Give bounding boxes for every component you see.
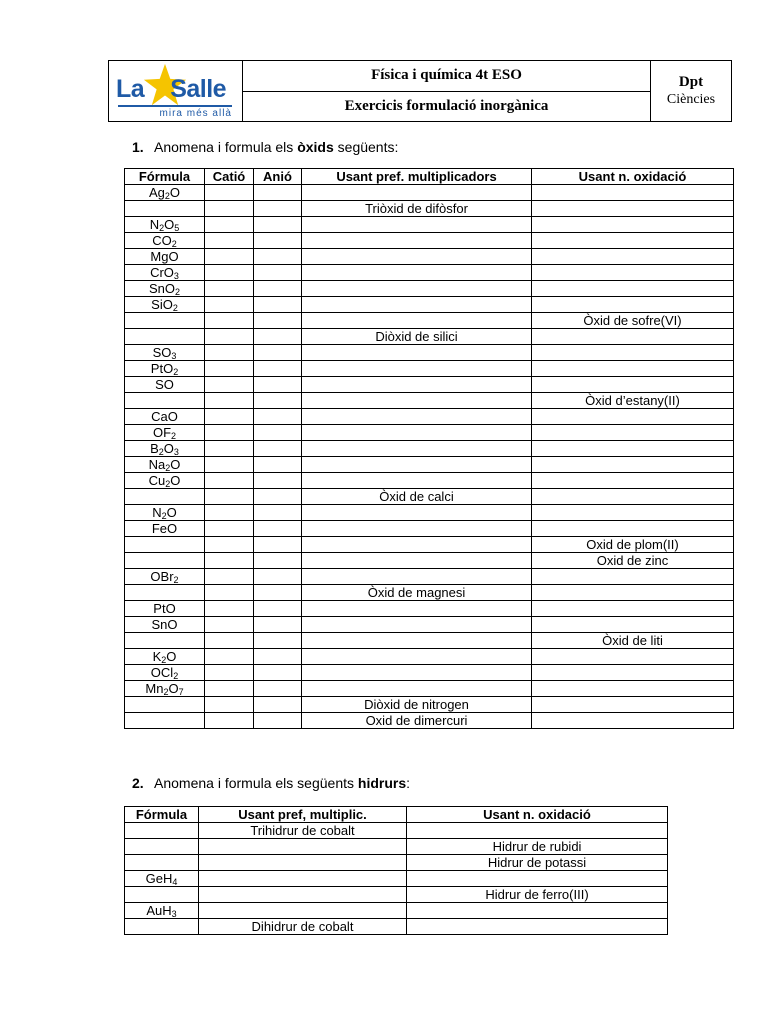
answer-cell[interactable]	[532, 425, 734, 441]
answer-cell[interactable]	[199, 839, 407, 855]
table-row	[125, 281, 734, 297]
answer-cell[interactable]	[532, 249, 734, 265]
table-cell: $K_2O$	[125, 649, 205, 665]
answer-cell[interactable]	[254, 361, 302, 377]
table-row	[125, 425, 734, 441]
table-row	[125, 569, 734, 585]
answer-cell[interactable]	[302, 185, 532, 201]
answer-cell[interactable]	[532, 505, 734, 521]
answer-cell[interactable]	[205, 441, 254, 457]
answer-cell[interactable]	[254, 409, 302, 425]
answer-cell[interactable]	[532, 665, 734, 681]
answer-cell[interactable]	[302, 649, 532, 665]
answer-cell[interactable]	[205, 201, 254, 217]
table-header-row	[125, 169, 734, 185]
table-row	[125, 697, 734, 713]
exercise-number: 1.	[132, 139, 144, 155]
answer-cell[interactable]	[125, 633, 205, 649]
answer-cell[interactable]	[302, 569, 532, 585]
table-cell: GeH$_4$	[125, 871, 199, 887]
table-row	[125, 919, 668, 935]
table-row	[125, 409, 734, 425]
table-row	[125, 713, 734, 729]
answer-cell[interactable]	[532, 585, 734, 601]
answer-cell[interactable]	[254, 601, 302, 617]
answer-cell[interactable]	[254, 521, 302, 537]
answer-cell[interactable]	[532, 649, 734, 665]
table-body	[125, 185, 734, 729]
department-name: Ciències	[666, 92, 716, 107]
la-salle-logo	[109, 61, 243, 121]
table-row	[125, 505, 734, 521]
table-cell: Triòxid de difòsfor	[302, 201, 532, 217]
table-cell: Hidrur de potassi	[407, 855, 668, 871]
answer-cell[interactable]	[254, 569, 302, 585]
answer-cell[interactable]	[205, 601, 254, 617]
answer-cell[interactable]	[205, 377, 254, 393]
table-row	[125, 233, 734, 249]
instruction-text: Anomena i formula els	[154, 139, 298, 155]
answer-cell[interactable]	[125, 329, 205, 345]
answer-cell[interactable]	[125, 553, 205, 569]
document-title: Física i química 4t ESO	[371, 67, 522, 84]
answer-cell[interactable]	[532, 601, 734, 617]
table-row	[125, 297, 734, 313]
answer-cell[interactable]	[302, 361, 532, 377]
answer-cell[interactable]	[302, 217, 532, 233]
table-row	[125, 601, 734, 617]
answer-cell[interactable]	[254, 457, 302, 473]
answer-cell[interactable]	[205, 681, 254, 697]
answer-cell[interactable]	[254, 201, 302, 217]
instruction-text: Anomena i formula els següents	[154, 775, 358, 791]
answer-cell[interactable]	[205, 665, 254, 681]
answer-cell[interactable]	[302, 409, 532, 425]
answer-cell[interactable]	[302, 537, 532, 553]
answer-cell[interactable]	[532, 265, 734, 281]
answer-cell[interactable]	[254, 425, 302, 441]
answer-cell[interactable]	[125, 697, 205, 713]
answer-cell[interactable]	[254, 713, 302, 729]
answer-cell[interactable]	[125, 201, 205, 217]
answer-cell[interactable]	[125, 855, 199, 871]
logo-rule	[118, 105, 232, 107]
answer-cell[interactable]	[302, 249, 532, 265]
column-header: Usant pref, multiplic.	[199, 807, 407, 823]
answer-cell[interactable]	[407, 919, 668, 935]
table-cell: Òxid de liti	[532, 633, 734, 649]
table-cell: OBr$_2$	[125, 569, 205, 585]
exercise-number: 2.	[132, 775, 144, 791]
answer-cell[interactable]	[205, 409, 254, 425]
answer-cell[interactable]	[205, 521, 254, 537]
answer-cell[interactable]	[205, 617, 254, 633]
answer-cell[interactable]	[302, 617, 532, 633]
answer-cell[interactable]	[205, 313, 254, 329]
column-header: Anió	[254, 169, 302, 185]
answer-cell[interactable]	[254, 617, 302, 633]
answer-cell[interactable]	[205, 425, 254, 441]
table-row	[125, 871, 668, 887]
table-row	[125, 201, 734, 217]
table-cell: Oxid de dimercuri	[302, 713, 532, 729]
answer-cell[interactable]	[302, 521, 532, 537]
table-row	[125, 553, 734, 569]
table-cell: $B_2O_3$	[125, 441, 205, 457]
answer-cell[interactable]	[125, 585, 205, 601]
answer-cell[interactable]	[532, 409, 734, 425]
answer-cell[interactable]	[125, 839, 199, 855]
table-cell: SO	[125, 377, 205, 393]
hydrides-table	[124, 806, 668, 935]
table-cell: Òxid d’estany(II)	[532, 393, 734, 409]
table-cell: Diòxid de silici	[302, 329, 532, 345]
table-row	[125, 185, 734, 201]
table-cell: $Cu_2O$	[125, 473, 205, 489]
answer-cell[interactable]	[302, 633, 532, 649]
table-cell: SnO$_2$	[125, 281, 205, 297]
answer-cell[interactable]	[254, 665, 302, 681]
table-row	[125, 313, 734, 329]
answer-cell[interactable]	[302, 377, 532, 393]
table-row	[125, 823, 668, 839]
table-cell: Òxid de sofre(VI)	[532, 313, 734, 329]
answer-cell[interactable]	[532, 569, 734, 585]
table-row	[125, 457, 734, 473]
table-row	[125, 617, 734, 633]
answer-cell[interactable]	[302, 441, 532, 457]
answer-cell[interactable]	[302, 345, 532, 361]
table-cell: Trihidrur de cobalt	[199, 823, 407, 839]
answer-cell[interactable]	[125, 393, 205, 409]
answer-cell[interactable]	[205, 249, 254, 265]
table-row	[125, 393, 734, 409]
answer-cell[interactable]	[254, 185, 302, 201]
column-header: Usant n. oxidació	[532, 169, 734, 185]
answer-cell[interactable]	[532, 217, 734, 233]
instruction-text-end: següents:	[333, 139, 399, 155]
answer-cell[interactable]	[205, 649, 254, 665]
answer-cell[interactable]	[532, 713, 734, 729]
answer-cell[interactable]	[205, 345, 254, 361]
answer-cell[interactable]	[254, 313, 302, 329]
answer-cell[interactable]	[254, 233, 302, 249]
table-cell: Oxid de plom(II)	[532, 537, 734, 553]
instruction-keyword: hidrurs	[357, 775, 407, 791]
answer-cell[interactable]	[254, 649, 302, 665]
table-row	[125, 649, 734, 665]
table-row	[125, 633, 734, 649]
table-cell: CaO	[125, 409, 205, 425]
answer-cell[interactable]	[125, 313, 205, 329]
answer-cell[interactable]	[532, 489, 734, 505]
table-row	[125, 249, 734, 265]
answer-cell[interactable]	[205, 553, 254, 569]
answer-cell[interactable]	[532, 441, 734, 457]
table-cell: $CO_2$	[125, 233, 205, 249]
department-label: Dpt	[678, 74, 704, 90]
answer-cell[interactable]	[302, 665, 532, 681]
answer-cell[interactable]	[125, 823, 199, 839]
answer-cell[interactable]	[205, 393, 254, 409]
answer-cell[interactable]	[532, 617, 734, 633]
exercise-1-instruction	[132, 139, 398, 155]
table-row	[125, 345, 734, 361]
answer-cell[interactable]	[254, 537, 302, 553]
instruction-text-end: :	[406, 775, 411, 791]
table-cell: Òxid de magnesi	[302, 585, 532, 601]
answer-cell[interactable]	[205, 185, 254, 201]
table-cell: $Ag_2O$	[125, 185, 205, 201]
table-row	[125, 665, 734, 681]
answer-cell[interactable]	[254, 297, 302, 313]
answer-cell[interactable]	[205, 585, 254, 601]
answer-cell[interactable]	[199, 871, 407, 887]
answer-cell[interactable]	[532, 233, 734, 249]
column-header: Usant n. oxidació	[407, 807, 668, 823]
answer-cell[interactable]	[205, 505, 254, 521]
answer-cell[interactable]	[254, 249, 302, 265]
table-row	[125, 855, 668, 871]
table-cell: Òxid de calci	[302, 489, 532, 505]
table-cell: OCl$_2$	[125, 665, 205, 681]
table-cell: SiO$_2$	[125, 297, 205, 313]
answer-cell[interactable]	[125, 887, 199, 903]
table-cell: $N_2O$	[125, 505, 205, 521]
table-row	[125, 473, 734, 489]
answer-cell[interactable]	[407, 823, 668, 839]
logo-wordmark: La Salle	[116, 75, 227, 103]
oxides-table	[124, 168, 734, 729]
table-row	[125, 537, 734, 553]
answer-cell[interactable]	[254, 393, 302, 409]
instruction-keyword: òxids	[297, 139, 334, 155]
answer-cell[interactable]	[302, 281, 532, 297]
answer-cell[interactable]	[532, 473, 734, 489]
answer-cell[interactable]	[532, 185, 734, 201]
table-cell: $SO_3$	[125, 345, 205, 361]
answer-cell[interactable]	[254, 505, 302, 521]
table-row	[125, 681, 734, 697]
answer-cell[interactable]	[254, 489, 302, 505]
answer-cell[interactable]	[254, 345, 302, 361]
table-cell: $N_2O_5$	[125, 217, 205, 233]
table-row	[125, 839, 668, 855]
table-row	[125, 377, 734, 393]
table-cell: Oxid de zinc	[532, 553, 734, 569]
table-body	[125, 823, 668, 935]
document-header	[108, 60, 732, 122]
answer-cell[interactable]	[254, 441, 302, 457]
answer-cell[interactable]	[532, 697, 734, 713]
answer-cell[interactable]	[302, 233, 532, 249]
answer-cell[interactable]	[302, 297, 532, 313]
table-row	[125, 489, 734, 505]
answer-cell[interactable]	[302, 553, 532, 569]
table-cell: $Mn_2O_7$	[125, 681, 205, 697]
answer-cell[interactable]	[302, 393, 532, 409]
table-row	[125, 265, 734, 281]
answer-cell[interactable]	[532, 201, 734, 217]
answer-cell[interactable]	[254, 473, 302, 489]
table-row	[125, 887, 668, 903]
answer-cell[interactable]	[205, 265, 254, 281]
table-cell: Hidrur de rubidi	[407, 839, 668, 855]
answer-cell[interactable]	[205, 489, 254, 505]
table-cell: Hidrur de ferro(III)	[407, 887, 668, 903]
answer-cell[interactable]	[407, 903, 668, 919]
column-header: Catió	[205, 169, 254, 185]
table-row	[125, 361, 734, 377]
answer-cell[interactable]	[302, 473, 532, 489]
answer-cell[interactable]	[532, 281, 734, 297]
department-block	[651, 61, 731, 121]
answer-cell[interactable]	[302, 601, 532, 617]
table-cell: $Na_2O$	[125, 457, 205, 473]
answer-cell[interactable]	[254, 217, 302, 233]
answer-cell[interactable]	[254, 681, 302, 697]
logo-tagline: mira més allà	[159, 108, 232, 119]
title-block	[243, 61, 651, 121]
table-cell: $OF_2$	[125, 425, 205, 441]
answer-cell[interactable]	[302, 313, 532, 329]
table-header-row	[125, 807, 668, 823]
table-cell: SnO	[125, 617, 205, 633]
answer-cell[interactable]	[199, 855, 407, 871]
answer-cell[interactable]	[125, 713, 205, 729]
answer-cell[interactable]	[532, 521, 734, 537]
answer-cell[interactable]	[205, 361, 254, 377]
answer-cell[interactable]	[302, 457, 532, 473]
answer-cell[interactable]	[302, 681, 532, 697]
answer-cell[interactable]	[254, 553, 302, 569]
answer-cell[interactable]	[407, 871, 668, 887]
answer-cell[interactable]	[199, 903, 407, 919]
answer-cell[interactable]	[532, 361, 734, 377]
answer-cell[interactable]	[205, 569, 254, 585]
table-cell: FeO	[125, 521, 205, 537]
answer-cell[interactable]	[532, 457, 734, 473]
answer-cell[interactable]	[199, 887, 407, 903]
table-cell: Diòxid de nitrogen	[302, 697, 532, 713]
table-cell: CrO$_3$	[125, 265, 205, 281]
answer-cell[interactable]	[532, 345, 734, 361]
exercise-2-instruction	[132, 775, 410, 791]
answer-cell[interactable]	[205, 633, 254, 649]
answer-cell[interactable]	[205, 233, 254, 249]
table-cell: PtO	[125, 601, 205, 617]
answer-cell[interactable]	[205, 329, 254, 345]
table-row	[125, 217, 734, 233]
answer-cell[interactable]	[205, 713, 254, 729]
table-row	[125, 585, 734, 601]
table-row	[125, 521, 734, 537]
answer-cell[interactable]	[254, 633, 302, 649]
answer-cell[interactable]	[205, 457, 254, 473]
table-row	[125, 329, 734, 345]
answer-cell[interactable]	[532, 329, 734, 345]
table-row	[125, 441, 734, 457]
answer-cell[interactable]	[302, 425, 532, 441]
answer-cell[interactable]	[125, 537, 205, 553]
table-row	[125, 903, 668, 919]
answer-cell[interactable]	[205, 473, 254, 489]
answer-cell[interactable]	[205, 281, 254, 297]
answer-cell[interactable]	[254, 281, 302, 297]
column-header: Usant pref. multiplicadors	[302, 169, 532, 185]
table-cell: Dihidrur de cobalt	[199, 919, 407, 935]
column-header: Fórmula	[125, 807, 199, 823]
answer-cell[interactable]	[302, 505, 532, 521]
answer-cell[interactable]	[302, 265, 532, 281]
answer-cell[interactable]	[532, 681, 734, 697]
table-cell: PtO$_2$	[125, 361, 205, 377]
answer-cell[interactable]	[254, 377, 302, 393]
answer-cell[interactable]	[254, 585, 302, 601]
answer-cell[interactable]	[205, 217, 254, 233]
answer-cell[interactable]	[254, 697, 302, 713]
answer-cell[interactable]	[205, 537, 254, 553]
answer-cell[interactable]	[532, 377, 734, 393]
answer-cell[interactable]	[254, 265, 302, 281]
answer-cell[interactable]	[205, 297, 254, 313]
answer-cell[interactable]	[205, 697, 254, 713]
table-cell: AuH$_3$	[125, 903, 199, 919]
document-subtitle: Exercicis formulació inorgànica	[243, 91, 650, 122]
answer-cell[interactable]	[532, 297, 734, 313]
answer-cell[interactable]	[125, 489, 205, 505]
answer-cell[interactable]	[254, 329, 302, 345]
column-header: Fórmula	[125, 169, 205, 185]
table-cell: MgO	[125, 249, 205, 265]
answer-cell[interactable]	[125, 919, 199, 935]
